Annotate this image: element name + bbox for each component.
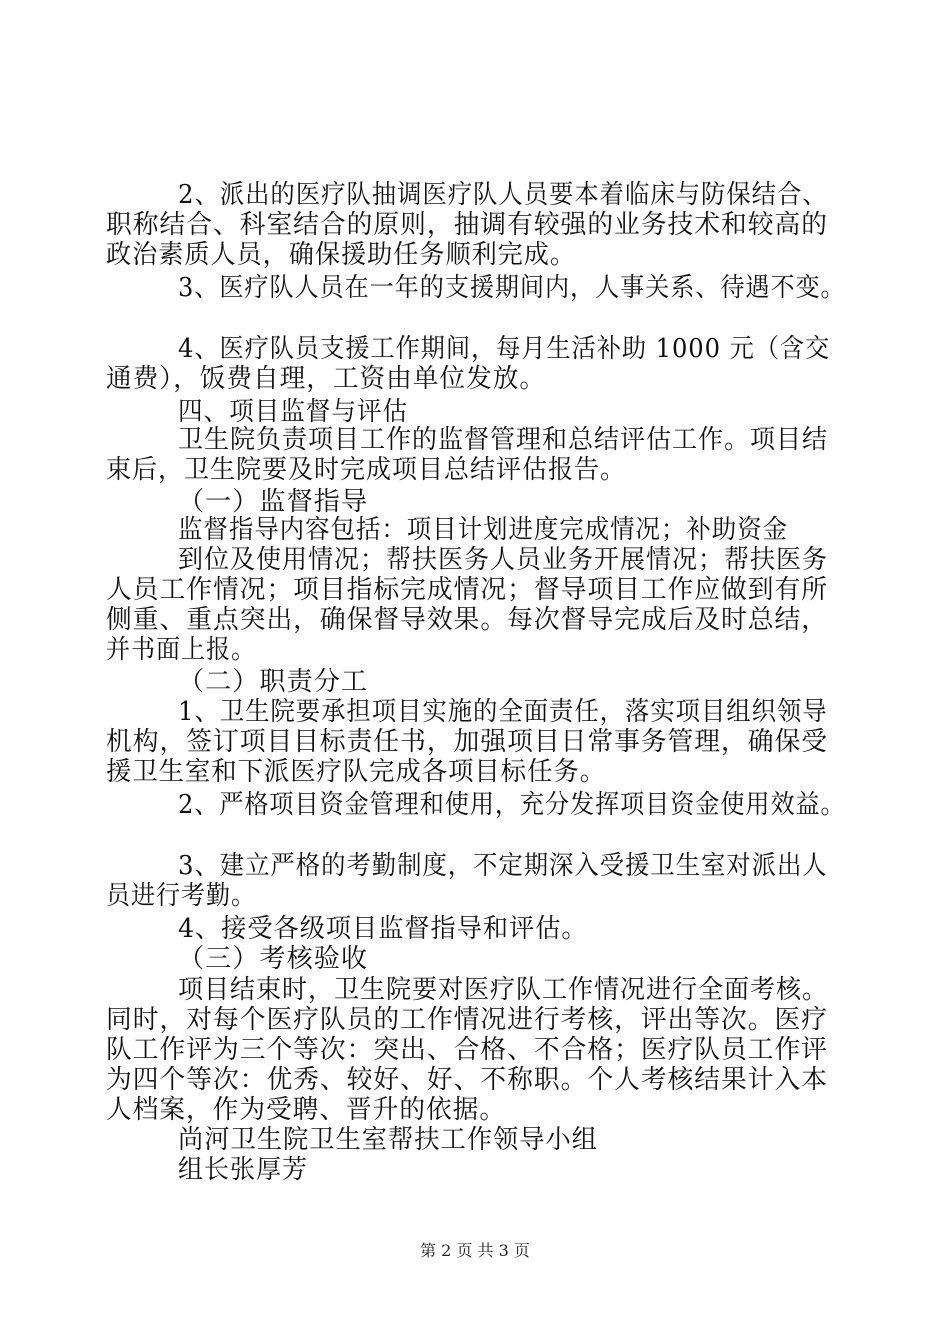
text-line: 通费），饭费自理，工资由单位发放。: [106, 364, 546, 394]
text-line: 4、医疗队员支援工作期间，每月生活补助 1000 元（含交: [178, 334, 831, 364]
text-line: 员进行考勤。: [106, 881, 257, 911]
text-line: 并书面上报。: [106, 635, 257, 665]
text-line: 机构，签订项目目标责任书，加强项目日常事务管理，确保受: [106, 727, 829, 757]
text-line: 队工作评为三个等次：突出、合格、不合格；医疗队员工作评: [106, 1035, 829, 1065]
text-line: 侧重、重点突出，确保督导效果。每次督导完成后及时总结，: [106, 605, 829, 635]
text-line: 卫生院负责项目工作的监督管理和总结评估工作。项目结: [178, 425, 829, 455]
text-line: 尚河卫生院卫生室帮扶工作领导小组: [178, 1125, 599, 1155]
text-line: 组长张厚芳: [178, 1155, 309, 1185]
text-line: 到位及使用情况；帮扶医务人员业务开展情况；帮扶医务: [178, 545, 829, 575]
text-line: 束后，卫生院要及时完成项目总结评估报告。: [106, 455, 627, 485]
text-line: 四、项目监督与评估: [178, 397, 409, 427]
text-line: 人档案，作为受聘、晋升的依据。: [106, 1095, 507, 1125]
text-line: （三）考核验收: [178, 944, 369, 974]
text-line: 政治素质人员，确保援助任务顺利完成。: [106, 240, 577, 270]
text-line: （一）监督指导: [178, 487, 369, 517]
text-line: 职称结合、科室结合的原则，抽调有较强的业务技术和较高的: [106, 210, 829, 240]
text-line: 3、建立严格的考勤制度，不定期深入受援卫生室对派出人: [178, 851, 828, 881]
text-line: 1、卫生院要承担项目实施的全面责任，落实项目组织领导: [178, 697, 828, 727]
text-line: 2、派出的医疗队抽调医疗队人员要本着临床与防保结合、: [178, 180, 828, 210]
text-line: 人员工作情况；项目指标完成情况；督导项目工作应做到有所: [106, 575, 829, 605]
text-line: 4、接受各级项目监督指导和评估。: [178, 914, 588, 944]
text-line: 援卫生室和下派医疗队完成各项目标任务。: [106, 757, 607, 787]
text-line: 同时，对每个医疗队员的工作情况进行考核，评出等次。医疗: [106, 1005, 829, 1035]
page-footer: 第 2 页 共 3 页: [420, 1241, 530, 1260]
text-line: 监督指导内容包括：项目计划进度完成情况；补助资金: [178, 515, 789, 545]
text-line: 项目结束时，卫生院要对医疗队工作情况进行全面考核。: [178, 975, 829, 1005]
text-line: 3、医疗队人员在一年的支援期间内，人事关系、待遇不变。: [178, 273, 846, 303]
text-line: 为四个等次：优秀、较好、好、不称职。个人考核结果计入本: [106, 1065, 829, 1095]
text-line: 2、严格项目资金管理和使用，充分发挥项目资金使用效益。: [178, 790, 846, 820]
text-line: （二）职责分工: [178, 667, 369, 697]
